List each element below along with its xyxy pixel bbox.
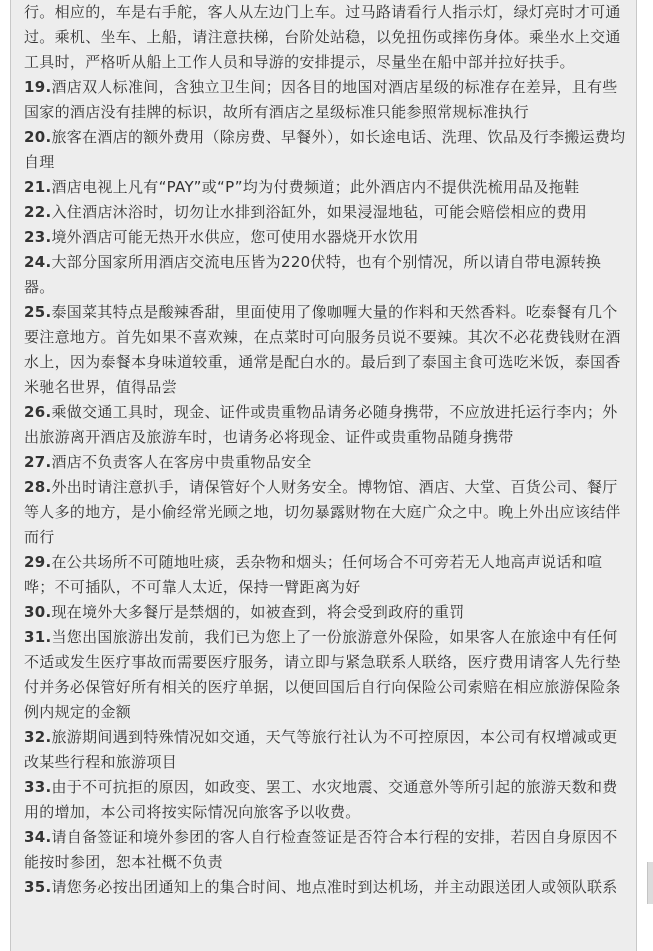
notice-item-27: [24, 450, 626, 475]
item-text: 外出时请注意扒手，请保管好个人财务安全。博物馆、酒店、大堂、百货公司、餐厅等人多的地方，是小偷经常光顾之地，切勿暴露财物在大庭广众之中。晚上外出应该结伴而行: [24, 478, 621, 546]
item-text: 境外酒店可能无热开水供应，您可使用水器烧开水饮用: [51, 228, 419, 246]
item-number: 23.: [24, 228, 52, 246]
item-text: 入住酒店沐浴时，切勿让水排到浴缸外，如果浸湿地毡，可能会赔偿相应的费用: [51, 203, 587, 221]
item-number: 27.: [24, 453, 52, 471]
item-text: 酒店双人标准间，含独立卫生间；因各目的地国对酒店星级的标准存在差异，且有些国家的酒店没有挂牌的标识，故所有酒店之星级标准只能参照常规标准执行: [24, 78, 618, 121]
item-number: 31.: [24, 628, 52, 646]
notice-text: [11, 0, 636, 900]
item-number: 24.: [24, 253, 52, 271]
item-number: 20.: [24, 128, 52, 146]
item-text: 酒店不负责客人在客房中贵重物品安全: [51, 453, 312, 471]
item-number: 29.: [24, 553, 52, 571]
item-text: 酒店电视上凡有“PAY”或“P”均为付费频道；此外酒店内不提供洗梳用品及拖鞋: [51, 178, 580, 196]
item-number: 28.: [24, 478, 52, 496]
notice-item-23: [24, 225, 626, 250]
notice-item-34: [24, 825, 626, 875]
item-number: 33.: [24, 778, 52, 796]
item-text: 大部分国家所用酒店交流电压皆为220伏特，也有个别情况，所以请自带电源转换器。: [24, 253, 602, 296]
item-text: 乘做交通工具时，现金、证件或贵重物品请务必随身携带，不应放进托运行李内；外出旅游离开酒店及旅游车时，也请务必将现金、证件或贵重物品随身携带: [24, 403, 618, 446]
notice-panel: [10, 0, 637, 951]
item-number: 25.: [24, 303, 52, 321]
item-number: 22.: [24, 203, 52, 221]
item-number: 30.: [24, 603, 52, 621]
notice-item-31: [24, 625, 626, 725]
notice-item-29: [24, 550, 626, 600]
intro-text: 行。相应的，车是右手舵，客人从左边门上车。过马路请看行人指示灯，绿灯亮时才可通过。乘机、坐车、上船，请注意扶梯，台阶处站稳，以免扭伤或摔伤身体。乘坐水上交通工具时，严格听从船上工作人员和导游的安排提示，尽量坐在船中部并拉好扶手。: [24, 3, 621, 71]
notice-item-35: [24, 875, 626, 900]
notice-item-24: [24, 250, 626, 300]
notice-item-20: [24, 125, 626, 175]
item-text: 泰国菜其特点是酸辣香甜，里面使用了像咖喱大量的作料和天然香料。吃泰餐有几个要注意地方。首先如果不喜欢辣，在点菜时可向服务员说不要辣。其次不必花费钱财在酒水上，因为泰餐本身味道较重，通常是配白水的。最后到了泰国主食可选吃米饭，泰国香米驰名世界，值得品尝: [24, 303, 621, 396]
item-text: 请您务必按出团通知上的集合时间、地点准时到达机场，并主动跟送团人或领队联系: [51, 878, 618, 896]
notice-item-21: [24, 175, 626, 200]
item-text: 由于不可抗拒的原因，如政变、罢工、水灾地震、交通意外等所引起的旅游天数和费用的增加，本公司将按实际情况向旅客予以收费。: [24, 778, 618, 821]
item-number: 21.: [24, 178, 52, 196]
notice-item-22: [24, 200, 626, 225]
item-number: 19.: [24, 78, 52, 96]
notice-item-25: [24, 300, 626, 400]
item-number: 35.: [24, 878, 52, 896]
notice-item-30: [24, 600, 626, 625]
item-text: 当您出国旅游出发前，我们已为您上了一份旅游意外保险，如果客人在旅途中有任何不适或发生医疗事故而需要医疗服务，请立即与紧急联系人联络，医疗费用请客人先行垫付并务必保管好所有相关的医疗单据，以便回国后自行向保险公司索赔在相应旅游保险条例内规定的金额: [24, 628, 621, 721]
notice-item-28: [24, 475, 626, 550]
notice-item-19: [24, 75, 626, 125]
item-text: 旅游期间遇到特殊情况如交通，天气等旅行社认为不可控原因，本公司有权增减或更改某些行程和旅游项目: [24, 728, 618, 771]
notice-item-32: [24, 725, 626, 775]
item-text: 旅客在酒店的额外费用（除房费、早餐外），如长途电话、洗理、饮品及行李搬运费均自理: [24, 128, 626, 171]
item-number: 34.: [24, 828, 52, 846]
notice-item-33: [24, 775, 626, 825]
item-text: 在公共场所不可随地吐痰，丢杂物和烟头；任何场合不可旁若无人地高声说话和喧哗；不可插队，不可靠人太近，保持一臂距离为好: [24, 553, 603, 596]
item-number: 26.: [24, 403, 52, 421]
intro-paragraph: [24, 0, 626, 75]
item-text: 现在境外大多餐厅是禁烟的，如被查到，将会受到政府的重罚: [51, 603, 465, 621]
notice-item-26: [24, 400, 626, 450]
item-text: 请自备签证和境外参团的客人自行检查签证是否符合本行程的安排，若因自身原因不能按时参团，恕本社概不负责: [24, 828, 618, 871]
item-number: 32.: [24, 728, 52, 746]
scrollbar-thumb[interactable]: [647, 862, 653, 904]
